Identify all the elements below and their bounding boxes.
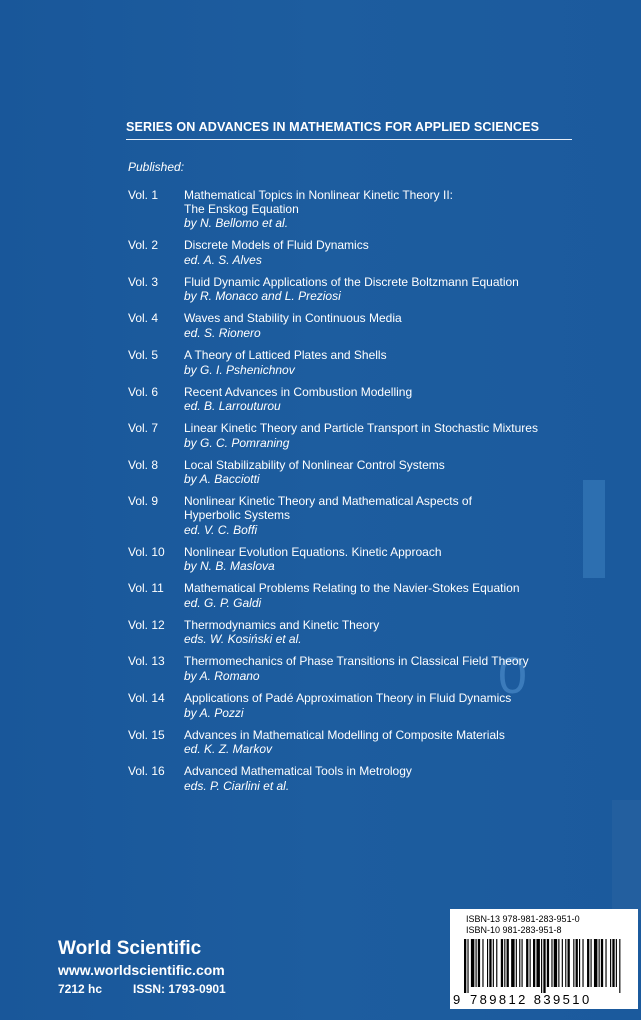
- barcode-bar: [547, 939, 549, 987]
- barcode-bar: [530, 939, 531, 987]
- barcode-bar: [610, 939, 611, 987]
- volume-number: Vol. 6: [128, 384, 159, 399]
- volume-number: Vol. 5: [128, 348, 159, 362]
- volume-author: eds. P. Ciarlini et al.: [184, 778, 290, 793]
- volume-number: Vol. 14: [128, 691, 165, 705]
- publisher-website[interactable]: www.worldscientific.com: [58, 962, 225, 978]
- barcode-bar: [478, 939, 480, 987]
- volume-author: by G. C. Pomraning: [184, 435, 290, 450]
- barcode-bar: [616, 939, 617, 987]
- barcode-bar: [493, 939, 494, 987]
- barcode-bar: [568, 939, 570, 987]
- barcode-bar: [576, 939, 578, 987]
- volume-number: Vol. 11: [128, 581, 164, 596]
- barcode-bar: [504, 939, 505, 987]
- volume-title: Nonlinear Kinetic Theory and Mathematical Aspects of Hyperbolic Systems: [184, 494, 472, 522]
- barcode-bar: [582, 939, 583, 987]
- volume-number: Vol. 8: [128, 457, 159, 472]
- decorative-digit: 0: [498, 647, 527, 705]
- barcode-bar: [536, 939, 539, 987]
- barcode-bar: [591, 939, 592, 987]
- volume-author: ed. K. Z. Markov: [184, 742, 273, 757]
- barcode-bar: [487, 939, 488, 987]
- title-underline: [126, 139, 572, 140]
- barcode-bar: [579, 939, 580, 987]
- series-title: SERIES ON ADVANCES IN MATHEMATICS FOR APPLIED SCIENCES: [126, 120, 540, 134]
- barcode-bar: [543, 939, 545, 993]
- barcode-bar: [471, 939, 474, 987]
- barcode-bar: [587, 939, 589, 987]
- volume-title: Discrete Models of Fluid Dynamics: [184, 238, 369, 253]
- volume-author: by N. Bellomo et al.: [184, 216, 289, 231]
- volume-title: Local Stabilizability of Nonlinear Control Systems: [184, 457, 445, 472]
- barcode-bar: [496, 939, 497, 987]
- barcode-bar: [541, 939, 542, 993]
- volume-number: Vol. 16: [128, 764, 165, 779]
- barcode-bar: [573, 939, 574, 987]
- volume-author: ed. S. Rionero: [184, 325, 261, 340]
- volume-title: Advanced Mathematical Tools in Metrology: [184, 764, 412, 779]
- volume-number: Vol. 2: [128, 238, 159, 253]
- barcode-bar: [554, 939, 557, 987]
- volume-author: ed. V. C. Boffi: [184, 522, 258, 537]
- volume-title: Linear Kinetic Theory and Particle Transport in Stochastic Mixtures: [184, 421, 538, 436]
- barcode-bar: [551, 939, 552, 987]
- volume-number: Vol. 10: [128, 544, 165, 559]
- volume-title: Applications of Padé Approximation Theory in Fluid Dynamics: [184, 691, 512, 705]
- volume-number: Vol. 1: [128, 188, 159, 202]
- barcode-bar: [562, 939, 563, 987]
- volume-number: Vol. 13: [128, 654, 165, 669]
- volume-title: Mathematical Topics in Nonlinear Kinetic Theory II: The Enskog Equation: [184, 188, 454, 216]
- volume-author: by G. I. Pshenichnov: [184, 362, 295, 377]
- volume-number: Vol. 12: [128, 617, 165, 632]
- volume-author: by A. Pozzi: [184, 705, 244, 720]
- volume-title: Nonlinear Evolution Equations. Kinetic Approach: [184, 544, 442, 559]
- barcode-bar: [482, 939, 483, 987]
- volume-author: ed. G. P. Galdi: [184, 595, 262, 610]
- barcode-bar: [522, 939, 523, 987]
- volume-author: ed. B. Larrouturou: [184, 399, 281, 414]
- volume-author: eds. W. Kosiński et al.: [184, 632, 302, 647]
- barcode-bar: [558, 939, 559, 987]
- barcode-bar: [599, 939, 600, 987]
- barcode-bar: [511, 939, 514, 987]
- barcode-bar: [464, 939, 466, 993]
- barcode-digits: 789812 839510: [470, 992, 592, 1007]
- volume-title: A Theory of Latticed Plates and Shells: [184, 348, 387, 362]
- volume-author: by R. Monaco and L. Preziosi: [184, 289, 341, 304]
- volume-title: Thermomechanics of Phase Transitions in Classical Field Theory: [184, 654, 529, 669]
- barcode-bar: [619, 939, 620, 993]
- barcode-bar: [601, 939, 603, 987]
- barcode-bar: [612, 939, 614, 987]
- isbn10-text: ISBN-10 981-283-951-8: [466, 925, 562, 935]
- barcode-bar: [467, 939, 468, 993]
- barcode-bar: [516, 939, 517, 987]
- volume-number: Vol. 4: [128, 311, 159, 326]
- barcode-bar: [605, 939, 606, 987]
- barcode-bar: [501, 939, 503, 987]
- decorative-bar-lower: [612, 800, 641, 920]
- volume-author: by A. Romano: [184, 668, 260, 683]
- barcode-first-digit: 9: [453, 992, 461, 1007]
- barcode-bar: [507, 939, 509, 987]
- barcode-bar: [489, 939, 491, 987]
- issn-number: ISSN: 1793-0901: [133, 982, 226, 996]
- volume-number: Vol. 7: [128, 421, 159, 436]
- barcode-image: [464, 939, 624, 993]
- catalog-number: 7212 hc: [58, 982, 103, 996]
- volume-title: Fluid Dynamic Applications of the Discrete Boltzmann Equation: [184, 274, 519, 289]
- barcode-bar: [594, 939, 597, 987]
- volume-author: by N. B. Maslova: [184, 559, 275, 574]
- barcode-bar: [533, 939, 535, 987]
- barcode-bar: [565, 939, 566, 987]
- volume-title: Recent Advances in Combustion Modelling: [184, 384, 413, 399]
- volume-number: Vol. 3: [128, 274, 159, 289]
- volume-title: Waves and Stability in Continuous Media: [184, 311, 402, 326]
- barcode-label: [450, 909, 638, 1009]
- barcode-bar: [526, 939, 528, 987]
- volume-author: ed. A. S. Alves: [184, 252, 262, 267]
- volume-title: Mathematical Problems Relating to the Navier-Stokes Equation: [184, 581, 520, 596]
- barcode-bar: [476, 939, 477, 987]
- volume-author: by A. Bacciotti: [184, 472, 260, 487]
- volume-number: Vol. 9: [128, 494, 159, 509]
- volume-number: Vol. 15: [128, 727, 165, 742]
- barcode-bar: [519, 939, 520, 987]
- volume-title: Advances in Mathematical Modelling of Composite Materials: [184, 727, 505, 742]
- publisher-name: World Scientific: [58, 938, 202, 959]
- isbn13-text: ISBN-13 978-981-283-951-0: [466, 914, 580, 924]
- published-label: Published:: [128, 160, 185, 174]
- volume-title: Thermodynamics and Kinetic Theory: [184, 617, 380, 632]
